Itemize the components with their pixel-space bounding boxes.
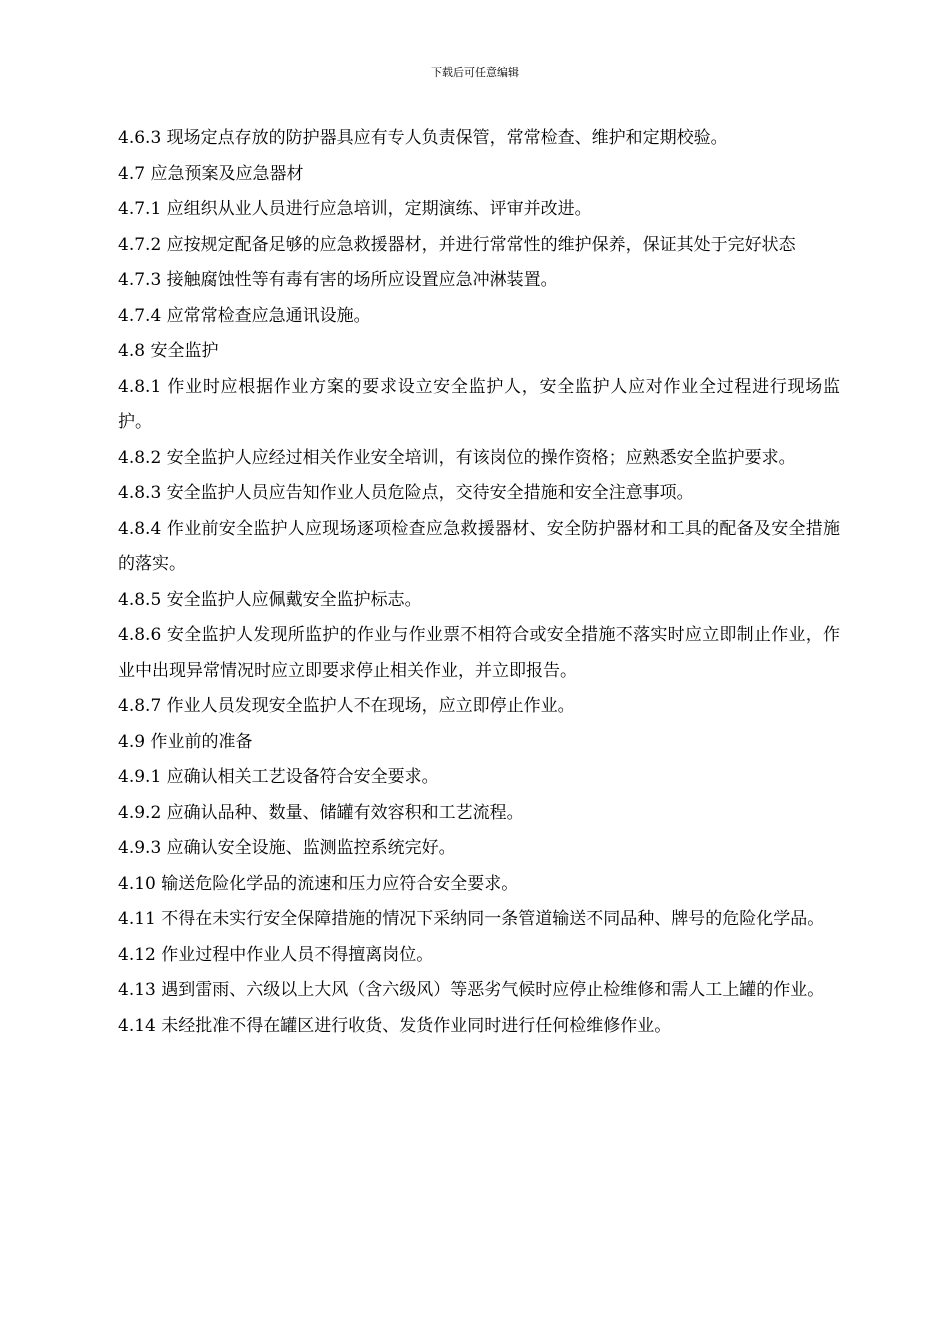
section-heading-4-7: 4.7 应急预案及应急器材 bbox=[118, 163, 304, 184]
paragraph-4-7-3: 4.7.3 接触腐蚀性等有毒有害的场所应设置应急冲淋装置。 bbox=[118, 270, 558, 290]
paragraph-4-7-2: 4.7.2 应按规定配备足够的应急救援器材，并进行常常性的维护保养，保证其处于完好状态 bbox=[118, 234, 796, 255]
paragraph-4-8-2: 4.8.2 安全监护人应经过相关作业安全培训，有该岗位的操作资格；应熟悉安全监护要求。 bbox=[118, 447, 796, 468]
paragraph-4-11: 4.11 不得在未实行安全保障措施的情况下采纳同一条管道输送不同品种、牌号的危险化学品。 bbox=[118, 909, 825, 929]
paragraph-4-8-4: 4.8.4 作业前安全监护人应现场逐项检查应急救援器材、安全防护器材和工具的配备及安全措施的落实。 bbox=[118, 518, 840, 574]
paragraph-4-8-6: 4.8.6 安全监护人发现所监护的作业与作业票不相符合或安全措施不落实时应立即制止作业，作业中出现异常情况时应立即要求停止相关作业，并立即报告。 bbox=[118, 625, 840, 681]
paragraph-4-6-3: 4.6.3 现场定点存放的防护器具应有专人负责保管，常常检查、维护和定期校验。 bbox=[118, 128, 728, 148]
paragraph-4-8-5: 4.8.5 安全监护人应佩戴安全监护标志。 bbox=[118, 589, 422, 610]
paragraph-4-8-3: 4.8.3 安全监护人员应告知作业人员危险点，交待安全措施和安全注意事项。 bbox=[118, 483, 694, 503]
paragraph-4-7-4: 4.7.4 应常常检查应急通讯设施。 bbox=[118, 305, 371, 326]
paragraph-4-7-1: 4.7.1 应组织从业人员进行应急培训，定期演练、评审并改进。 bbox=[118, 199, 592, 219]
paragraph-4-9-2: 4.9.2 应确认品种、数量、储罐有效容积和工艺流程。 bbox=[118, 802, 524, 823]
paragraph-4-10: 4.10 输送危险化学品的流速和压力应符合安全要求。 bbox=[118, 873, 519, 894]
paragraph-4-8-1: 4.8.1 作业时应根据作业方案的要求设立安全监护人，安全监护人应对作业全过程进行现场监护。 bbox=[118, 376, 840, 432]
paragraph-4-13: 4.13 遇到雷雨、六级以上大风（含六级风）等恶劣气候时应停止检维修和需人工上罐的作业。 bbox=[118, 980, 825, 1000]
section-heading-4-9: 4.9 作业前的准备 bbox=[118, 731, 253, 752]
paragraph-4-12: 4.12 作业过程中作业人员不得擅离岗位。 bbox=[118, 944, 434, 965]
paragraph-4-14: 4.14 未经批准不得在罐区进行收货、发货作业同时进行任何检维修作业。 bbox=[118, 1015, 672, 1036]
page-header: 下载后可任意编辑 bbox=[431, 66, 519, 79]
section-heading-4-8: 4.8 安全监护 bbox=[118, 341, 219, 361]
paragraph-4-9-1: 4.9.1 应确认相关工艺设备符合安全要求。 bbox=[118, 767, 439, 787]
document-body bbox=[118, 121, 840, 1044]
paragraph-4-8-7: 4.8.7 作业人员发现安全监护人不在现场，应立即停止作业。 bbox=[118, 696, 575, 716]
paragraph-4-9-3: 4.9.3 应确认安全设施、监测监控系统完好。 bbox=[118, 838, 456, 858]
